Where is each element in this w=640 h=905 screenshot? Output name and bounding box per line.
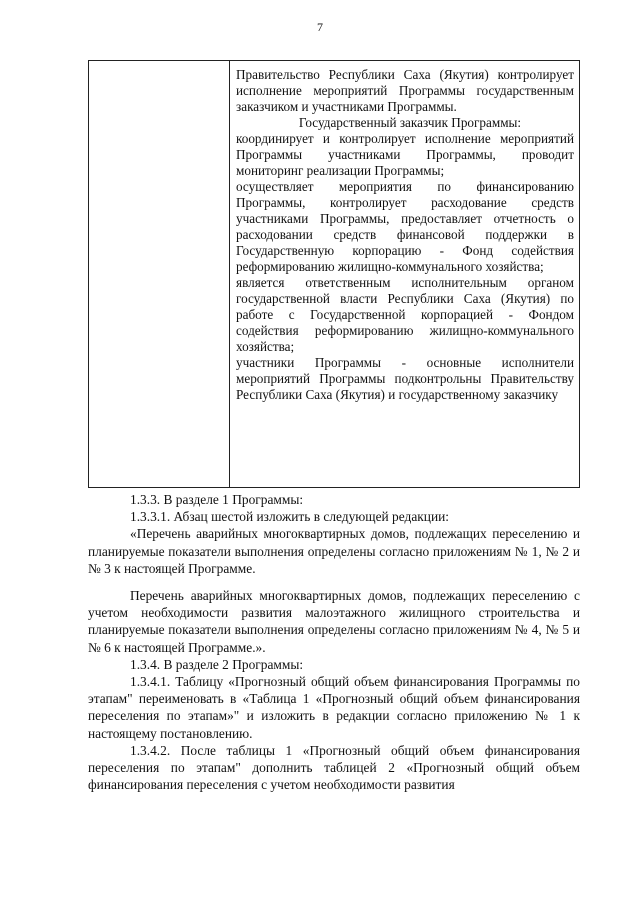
table-paragraph: участники Программы - основные исполнители мероприятий Программы подконтрольны Правительству Республики Саха (Якутия) и государственному заказчику xyxy=(236,355,574,402)
table-paragraph: координирует и контролирует исполнение мероприятий Программы участниками Программы, проводит мониторинг реализации Программы; xyxy=(236,131,574,178)
table-paragraph: является ответственным исполнительным органом государственной власти Республики Саха (Якутия) по работе с Государственной корпорацией - Фондом содействия реформированию жилищно-коммунального хозяйства; xyxy=(236,275,574,354)
body-paragraph: «Перечень аварийных многоквартирных домов, подлежащих переселению и планируемые показатели выполнения определены согласно приложениям № 1, № 2 и № 3 к настоящей Программе. xyxy=(88,526,580,576)
table-paragraph: осуществляет мероприятия по финансированию Программы, контролирует расходование средств участниками Программы, предоставляет отчетность о расходовании средств финансовой поддержки в Государственную корпорацию - Фонд содействия реформированию жилищно-коммунального хозяйства; xyxy=(236,179,574,274)
body-paragraph: 1.3.3. В разделе 1 Программы: xyxy=(130,492,304,507)
page-number: 7 xyxy=(317,20,323,34)
body-paragraph: 1.3.4.1. Таблицу «Прогнозный общий объем финансирования Программы по этапам" переименовать в «Таблица 1 «Прогнозный общий объем финансирования переселения по этапам»" и изложить в редакции согласно приложению № 1 к настоящему постановлению. xyxy=(88,674,580,741)
table-subheading: Государственный заказчик Программы: xyxy=(298,115,522,130)
table-paragraph: Правительство Республики Саха (Якутия) контролирует исполнение мероприятий Программы государственным заказчиком и участниками Программы. xyxy=(236,67,574,114)
table-cell-text xyxy=(236,67,574,403)
body-paragraph: Перечень аварийных многоквартирных домов, подлежащих переселению с учетом необходимости развития малоэтажного жилищного строительства и планируемые показатели выполнения определены согласно приложениям № 4, № 5 и № 6 к настоящей Программе.». xyxy=(88,588,580,655)
document-body xyxy=(88,491,580,793)
body-paragraph: 1.3.4. В разделе 2 Программы: xyxy=(130,656,304,672)
table-column-divider xyxy=(229,60,230,488)
body-paragraph: 1.3.3.1. Абзац шестой изложить в следующей редакции: xyxy=(130,509,449,525)
body-paragraph: 1.3.4.2. После таблицы 1 «Прогнозный общий объем финансирования переселения по этапам" дополнить таблицей 2 «Прогнозный общий объем финансирования переселения с учетом необходимости развития xyxy=(88,742,580,793)
